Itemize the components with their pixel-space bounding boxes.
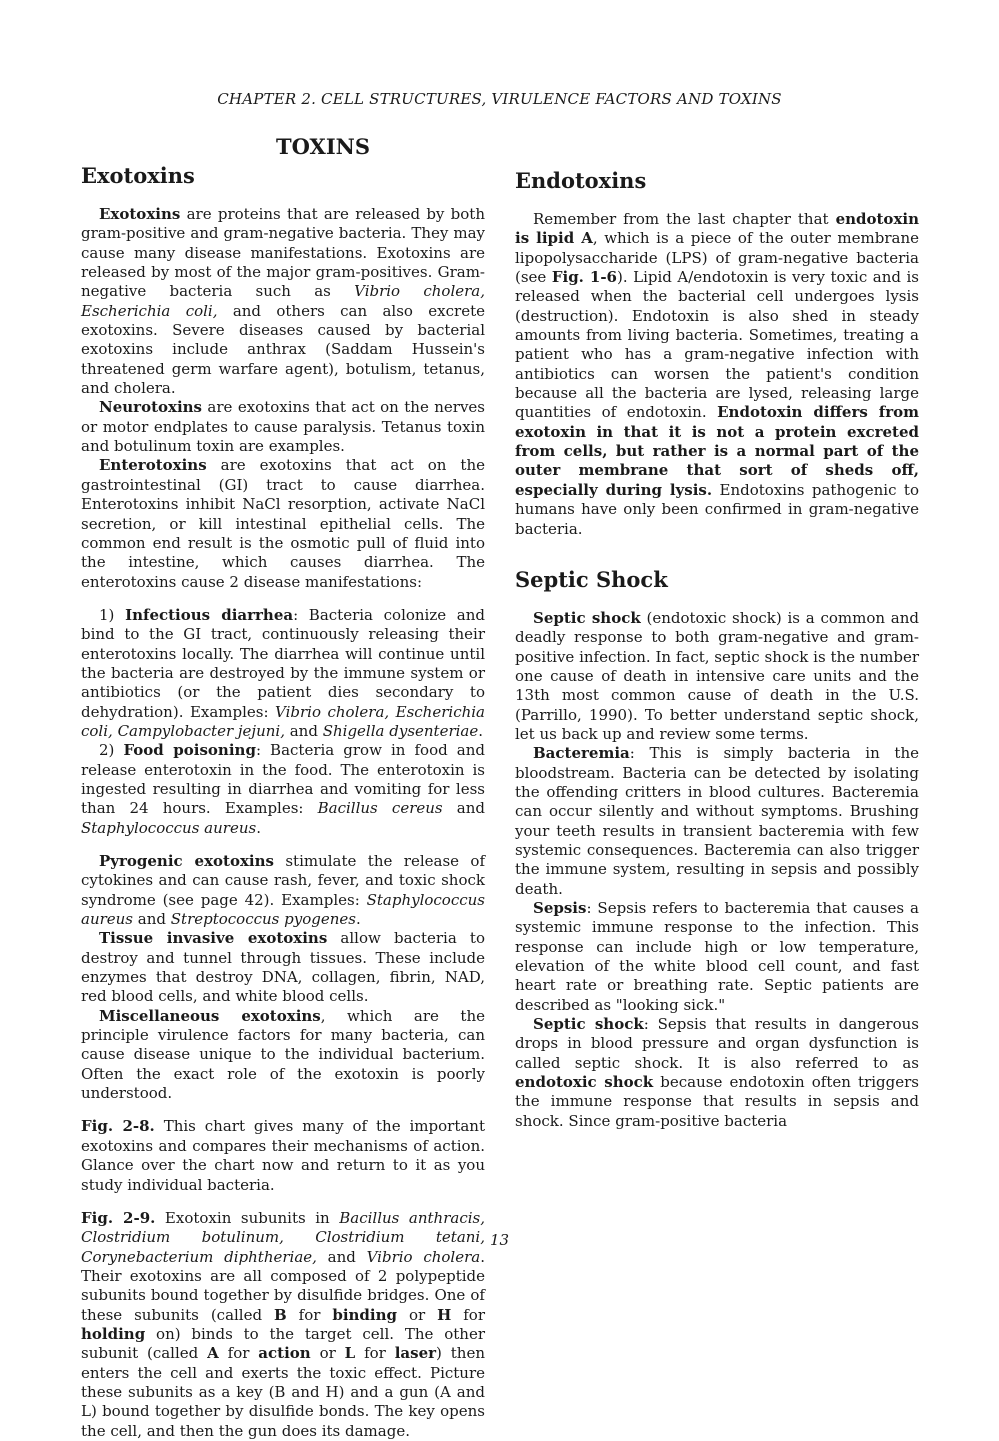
- running-header: CHAPTER 2. CELL STRUCTURES, VIRULENCE FACTORS AND TOXINS: [217, 90, 782, 108]
- septic-shock-definition-paragraph: Septic shock: Sepsis that results in dangerous drops in blood pressure and organ dysfunction is called septic shock. It is also referred to as endotoxic shock because endotoxin often triggers the immune response that results in sepsis and shock. Since gram-positive bacteria: [515, 1015, 919, 1130]
- page-number: 13: [489, 1231, 510, 1249]
- infectious-diarrhea-paragraph: 1) Infectious diarrhea: Bacteria colonize and bind to the GI tract, continuously releasing their enterotoxins locally. The diarrhea will continue until the bacteria are destroyed by the immune system or antibiotics (or the patient dies secondary to dehydration). Examples: Vibrio cholera, Escherichia coli, Campylobacter jejuni, and Shigella dysenteriae.: [81, 605, 485, 740]
- exotoxins-paragraph: Exotoxins are proteins that are released by both gram-positive and gram-negative bacteria. They may cause many disease manifestations. Exotoxins are released by most of the major gram-positives. Gram-negative bacteria such as Vibrio cholera, Escherichia coli, and others can also excrete exotoxins. Severe diseases caused by bacterial exotoxins include anthrax (Saddam Hussein's threatened germ warfare agent), botulism, tetanus, and cholera.: [81, 205, 485, 398]
- food-poisoning-paragraph: 2) Food poisoning: Bacteria grow in food and release enterotoxin in the food. The enterotoxin is ingested resulting in diarrhea and vomiting for less than 24 hours. Examples: Bacillus cereus and Staphylococcus aureus.: [81, 741, 485, 837]
- tissue-invasive-paragraph: Tissue invasive exotoxins allow bacteria to destroy and tunnel through tissues. These include enzymes that destroy DNA, collagen, fibrin, NAD, red blood cells, and white blood cells.: [81, 929, 485, 1006]
- septic-shock-heading: Septic Shock: [515, 566, 668, 592]
- septic-shock-paragraph: Septic shock (endotoxic shock) is a common and deadly response to both gram-negative and gram-positive infection. In fact, septic shock is the number one cause of death in intensive care units and the 13th most common cause of death in the U.S. (Parrillo, 1990). To better understand septic shock, let us back up and review some terms.: [515, 608, 920, 743]
- pyrogenic-exotoxins-paragraph: Pyrogenic exotoxins stimulate the release of cytokines and can cause rash, fever, and toxic shock syndrome (see page 42). Examples: Staphylococcus aureus and Streptococcus pyogenes.: [81, 852, 486, 929]
- figure-2-9-caption: Fig. 2-9. Exotoxin subunits in Bacillus anthracis, Clostridium botulinum, Clostridium tetani, Corynebacterium diphtheriae, and Vibrio cholera. Their exotoxins are all composed of 2 polypeptide subunits bound together by disulfide bridges. One of these subunits (called B for binding or H for holding on) binds to the target cell. The other subunit (called A for action or L for laser) then enters the cell and exerts the toxic effect. Picture these subunits as a key (B and H) and a gun (A and L) bound together by disulfide bonds. The key opens the cell, and then the gun does its damage.: [81, 1208, 485, 1440]
- section-title: TOXINS: [275, 134, 371, 159]
- bacteremia-paragraph: Bacteremia: This is simply bacteria in the bloodstream. Bacteria can be detected by isolating the offending critters in blood cultures. Bacteremia can occur silently and without symptoms. Brushing your teeth results in transient bacteremia with few systemic consequences. Bacteremia can also trigger the immune system, resulting in sepsis and possibly death.: [515, 744, 919, 898]
- right-column: [515, 132, 919, 1131]
- miscellaneous-exotoxins-paragraph: Miscellaneous exotoxins, which are the principle virulence factors for many bacteria, can cause disease unique to the individual bacterium. Often the exact role of the exotoxin is poorly understood.: [81, 1006, 485, 1103]
- endotoxins-heading: Endotoxins: [515, 168, 647, 193]
- neurotoxins-paragraph: Neurotoxins are exotoxins that act on the nerves or motor endplates to cause paralysis. Tetanus toxin and botulinum toxin are examples.: [81, 398, 485, 456]
- enterotoxins-paragraph: Enterotoxins are exotoxins that act on the gastrointestinal (GI) tract to cause diarrhea. Enterotoxins inhibit NaCl resorption, activate NaCl secretion, or kill intestinal epithelial cells. The common end result is the osmotic pull of fluid into the intestine, which causes diarrhea. The enterotoxins cause 2 disease manifestations:: [81, 456, 485, 591]
- endotoxins-paragraph: Remember from the last chapter that endotoxin is lipid A, which is a piece of the outer membrane lipopolysaccharide (LPS) of gram-negative bacteria (see Fig. 1-6). Lipid A/endotoxin is very toxic and is released when the bacterial cell undergoes lysis (destruction). Endotoxin is also shed in steady amounts from living bacteria. Sometimes, treating a patient who has a gram-negative infection with antibiotics can worsen the patient's condition because all the bacteria are lysed, releasing large quantities of endotoxin. Endotoxin differs from exotoxin in that it is not a protein excreted from cells, but rather is a normal part of the outer membrane that sort of sheds off, especially during lysis. Endotoxins pathogenic to humans have only been confirmed in gram-negative bacteria.: [515, 210, 919, 538]
- sepsis-paragraph: Sepsis: Sepsis refers to bacteremia that causes a systemic immune response to the infection. This response can include high or low temperature, elevation of the white blood cell count, and fast heart rate or breathing rate. Septic patients are described as "looking sick.": [515, 899, 919, 1014]
- exotoxins-heading: Exotoxins: [81, 163, 195, 188]
- figure-2-8-caption: Fig. 2-8. This chart gives many of the important exotoxins and compares their mechanisms of action. Glance over the chart now and return to it as you study individual bacteria.: [81, 1117, 485, 1194]
